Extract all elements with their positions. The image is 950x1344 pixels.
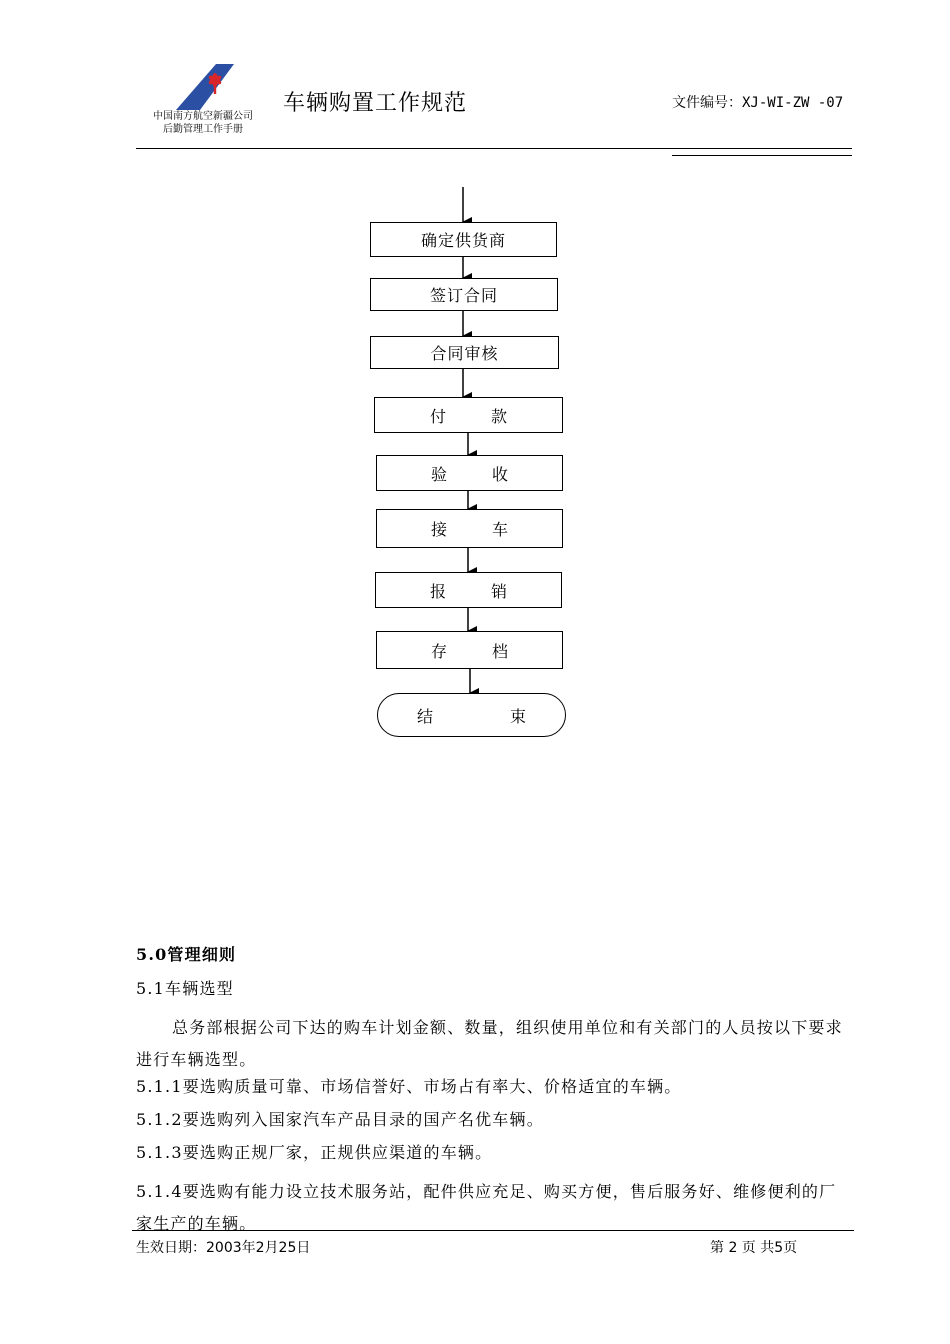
flow-step-reimbursement: 报 销 <box>375 572 562 608</box>
flow-step-sign-contract: 签订合同 <box>370 278 558 311</box>
requirement-item: 5.1.3要选购正规厂家，正规供应渠道的车辆。 <box>136 1143 493 1162</box>
company-name-line2: 后勤管理工作手册 <box>163 124 243 135</box>
company-name-line1: 中国南方航空新疆公司 <box>153 111 253 122</box>
flow-step-archive: 存 档 <box>376 631 563 669</box>
flow-step-contract-review: 合同审核 <box>370 336 559 369</box>
document-number: 文件编号：XJ-WI-ZW -07 <box>672 95 844 111</box>
requirement-item: 5.1.2要选购列入国家汽车产品目录的国产名优车辆。 <box>136 1110 544 1129</box>
document-title: 车辆购置工作规范 <box>283 91 468 116</box>
footer-divider <box>132 1230 854 1231</box>
flow-step-supplier: 确定供货商 <box>370 222 557 257</box>
section-title: 5.0管理细则 <box>136 945 237 964</box>
subsection-title: 5.1车辆选型 <box>136 979 234 998</box>
flow-end-terminal: 结 束 <box>377 693 566 737</box>
requirement-item: 5.1.1要选购质量可靠、市场信誉好、市场占有率大、价格适宜的车辆。 <box>136 1077 682 1096</box>
effective-date: 生效日期：2003年2月25日 <box>136 1240 311 1256</box>
page-info: 第 2 页 共5页 <box>710 1240 798 1256</box>
flow-step-payment: 付 款 <box>374 397 563 433</box>
flow-step-acceptance: 验 收 <box>376 455 563 491</box>
requirement-item: 5.1.4要选购有能力设立技术服务站，配件供应充足、购买方便，售后服务好、维修便利的厂家生产的车辆。 <box>136 1182 837 1233</box>
intro-paragraph: 总务部根据公司下达的购车计划金额、数量，组织使用单位和有关部门的人员按以下要求进行车辆选型。 <box>136 1018 843 1069</box>
flow-step-receive-vehicle: 接 车 <box>376 509 563 548</box>
